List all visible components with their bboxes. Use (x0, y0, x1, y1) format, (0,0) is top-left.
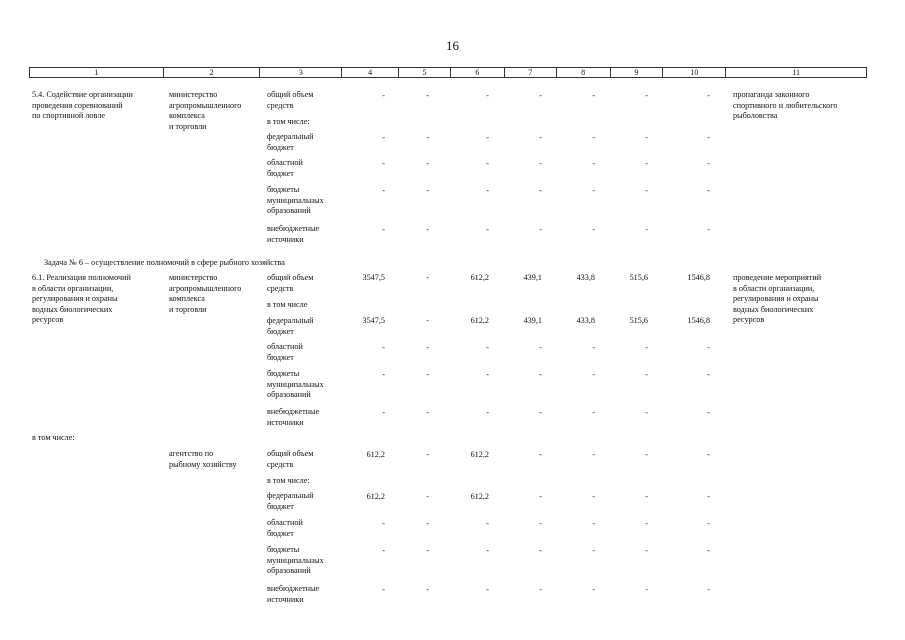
source-incl-b1: в том числе: (267, 117, 310, 126)
activity-5-4: 5.4. Содействие организации проведения соревнований по спортивной ловле (32, 90, 133, 121)
value-cell: - (707, 519, 710, 528)
value-cell: - (539, 133, 542, 142)
value-cell: - (707, 450, 710, 459)
value-cell: - (486, 585, 489, 594)
value-cell: - (486, 91, 489, 100)
value-cell: - (645, 492, 648, 501)
value-cell: - (707, 186, 710, 195)
task-6-heading: Задача № 6 – осуществление полномочий в сфере рыбного хозяйства (44, 258, 285, 267)
value-cell: - (707, 370, 710, 379)
value-cell: - (426, 519, 429, 528)
value-cell: - (426, 225, 429, 234)
value-cell: - (645, 585, 648, 594)
value-cell: - (486, 408, 489, 417)
page-number: 16 (446, 38, 459, 53)
value-cell: - (592, 546, 595, 555)
value-cell: - (645, 343, 648, 352)
source-federal-b3: федеральный бюджет (267, 491, 314, 511)
value-cell: - (426, 186, 429, 195)
col-header-3: 3 (260, 68, 342, 77)
source-regional-b2: областной бюджет (267, 342, 303, 362)
col-header-11: 11 (792, 68, 800, 77)
col-header-7: 7 (505, 68, 557, 77)
value-cell: 439,1 (523, 316, 542, 325)
value-cell: - (645, 186, 648, 195)
col-header-6: 6 (451, 68, 505, 77)
col-header-1: 1 (30, 68, 164, 77)
value-cell: 612,2 (366, 450, 385, 459)
value-cell: - (382, 159, 385, 168)
value-cell: 3547,5 (362, 316, 385, 325)
executor-5-4: министерство агропромышленного комплекса и торговли (169, 90, 242, 131)
including-label: в том числе: (32, 433, 75, 442)
value-cell: - (592, 450, 595, 459)
value-cell: - (382, 91, 385, 100)
source-incl-b2: в том числе (267, 300, 308, 309)
value-cell: - (539, 159, 542, 168)
value-cell: - (707, 492, 710, 501)
value-cell: - (382, 408, 385, 417)
value-cell: 612,2 (470, 273, 489, 282)
value-cell: - (645, 408, 648, 417)
value-cell: 1546,8 (687, 273, 710, 282)
value-cell: 612,2 (470, 316, 489, 325)
value-cell: 612,2 (470, 450, 489, 459)
col-header-9: 9 (611, 68, 664, 77)
value-cell: - (426, 159, 429, 168)
value-cell: - (539, 450, 542, 459)
value-cell: - (592, 343, 595, 352)
value-cell: - (592, 133, 595, 142)
value-cell: - (592, 519, 595, 528)
col-header-2: 2 (164, 68, 261, 77)
value-cell: - (707, 91, 710, 100)
value-cell: - (382, 519, 385, 528)
source-municipal-b2: бюджеты муниципальных образований (267, 369, 324, 400)
value-cell: - (707, 408, 710, 417)
value-cell: - (426, 450, 429, 459)
value-cell: 439,1 (523, 273, 542, 282)
source-federal-b1: федеральный бюджет (267, 132, 314, 152)
value-cell: - (645, 546, 648, 555)
value-cell: - (592, 585, 595, 594)
value-cell: - (539, 370, 542, 379)
value-cell: - (592, 225, 595, 234)
value-cell: 612,2 (470, 492, 489, 501)
executor-agency: агентство по рыбному хозяйству (169, 449, 237, 469)
executor-6-1: министерство агропромышленного комплекса и торговли (169, 273, 242, 314)
value-cell: - (486, 159, 489, 168)
value-cell: 433,8 (576, 273, 595, 282)
value-cell: - (486, 546, 489, 555)
source-offbudget-b3: внебюджетные источники (267, 584, 320, 604)
value-cell: - (645, 91, 648, 100)
value-cell: - (382, 585, 385, 594)
value-cell: 515,6 (629, 316, 648, 325)
value-cell: - (707, 343, 710, 352)
source-offbudget-b1: внебюджетные источники (267, 224, 320, 244)
value-cell: - (426, 546, 429, 555)
source-regional-b3: областной бюджет (267, 518, 303, 538)
value-cell: 433,8 (576, 316, 595, 325)
value-cell: - (539, 492, 542, 501)
value-cell: 515,6 (629, 273, 648, 282)
value-cell: - (645, 225, 648, 234)
col-header-5: 5 (399, 68, 451, 77)
value-cell: - (707, 159, 710, 168)
value-cell: - (539, 186, 542, 195)
value-cell: - (539, 585, 542, 594)
value-cell: - (592, 186, 595, 195)
value-cell: - (707, 133, 710, 142)
value-cell: - (539, 225, 542, 234)
value-cell: - (382, 343, 385, 352)
value-cell: 1546,8 (687, 316, 710, 325)
value-cell: - (486, 133, 489, 142)
value-cell: - (592, 159, 595, 168)
col-header-10: 10 (663, 68, 726, 77)
value-cell: - (707, 546, 710, 555)
value-cell: - (486, 186, 489, 195)
source-total-b2: общий объем средств (267, 273, 314, 293)
value-cell: - (382, 370, 385, 379)
value-cell: - (645, 519, 648, 528)
result-6-1: проведение мероприятий в области организации, регулирования и охраны водных биологических ресурсов (733, 273, 822, 325)
value-cell: - (539, 519, 542, 528)
value-cell: - (539, 91, 542, 100)
value-cell: - (426, 316, 429, 325)
source-incl-b3: в том числе: (267, 476, 310, 485)
value-cell: - (486, 225, 489, 234)
value-cell: - (707, 585, 710, 594)
result-5-4: пропаганда законного спортивного и любительского рыболовства (733, 90, 838, 121)
value-cell: - (382, 546, 385, 555)
value-cell: - (539, 343, 542, 352)
value-cell: - (426, 585, 429, 594)
value-cell: - (592, 91, 595, 100)
value-cell: - (486, 343, 489, 352)
value-cell: - (592, 370, 595, 379)
source-total-b3: общий объем средств (267, 449, 314, 469)
source-regional-b1: областной бюджет (267, 158, 303, 178)
value-cell: - (426, 91, 429, 100)
activity-6-1: 6.1. Реализация полномочий в области организации, регулирования и охраны водных биологических ресурсов (32, 273, 131, 325)
value-cell: - (592, 492, 595, 501)
value-cell: - (645, 450, 648, 459)
value-cell: - (426, 370, 429, 379)
source-municipal-b3: бюджеты муниципальных образований (267, 545, 324, 576)
value-cell: - (426, 133, 429, 142)
value-cell: 3547,5 (362, 273, 385, 282)
value-cell: - (707, 225, 710, 234)
value-cell: - (426, 492, 429, 501)
value-cell: - (539, 546, 542, 555)
source-offbudget-b2: внебюджетные источники (267, 407, 320, 427)
value-cell: - (382, 133, 385, 142)
value-cell: - (486, 370, 489, 379)
value-cell: - (645, 370, 648, 379)
col-header-4: 4 (342, 68, 399, 77)
column-header-row (29, 67, 867, 78)
value-cell: - (486, 519, 489, 528)
col-header-8: 8 (557, 68, 611, 77)
value-cell: 612,2 (366, 492, 385, 501)
value-cell: - (426, 408, 429, 417)
value-cell: - (382, 225, 385, 234)
source-federal-b2: федеральный бюджет (267, 316, 314, 336)
source-municipal-b1: бюджеты муниципальных образований (267, 185, 324, 216)
value-cell: - (539, 408, 542, 417)
value-cell: - (426, 343, 429, 352)
value-cell: - (645, 159, 648, 168)
source-total-b1: общий объем средств (267, 90, 314, 110)
value-cell: - (645, 133, 648, 142)
value-cell: - (426, 273, 429, 282)
value-cell: - (592, 408, 595, 417)
value-cell: - (382, 186, 385, 195)
